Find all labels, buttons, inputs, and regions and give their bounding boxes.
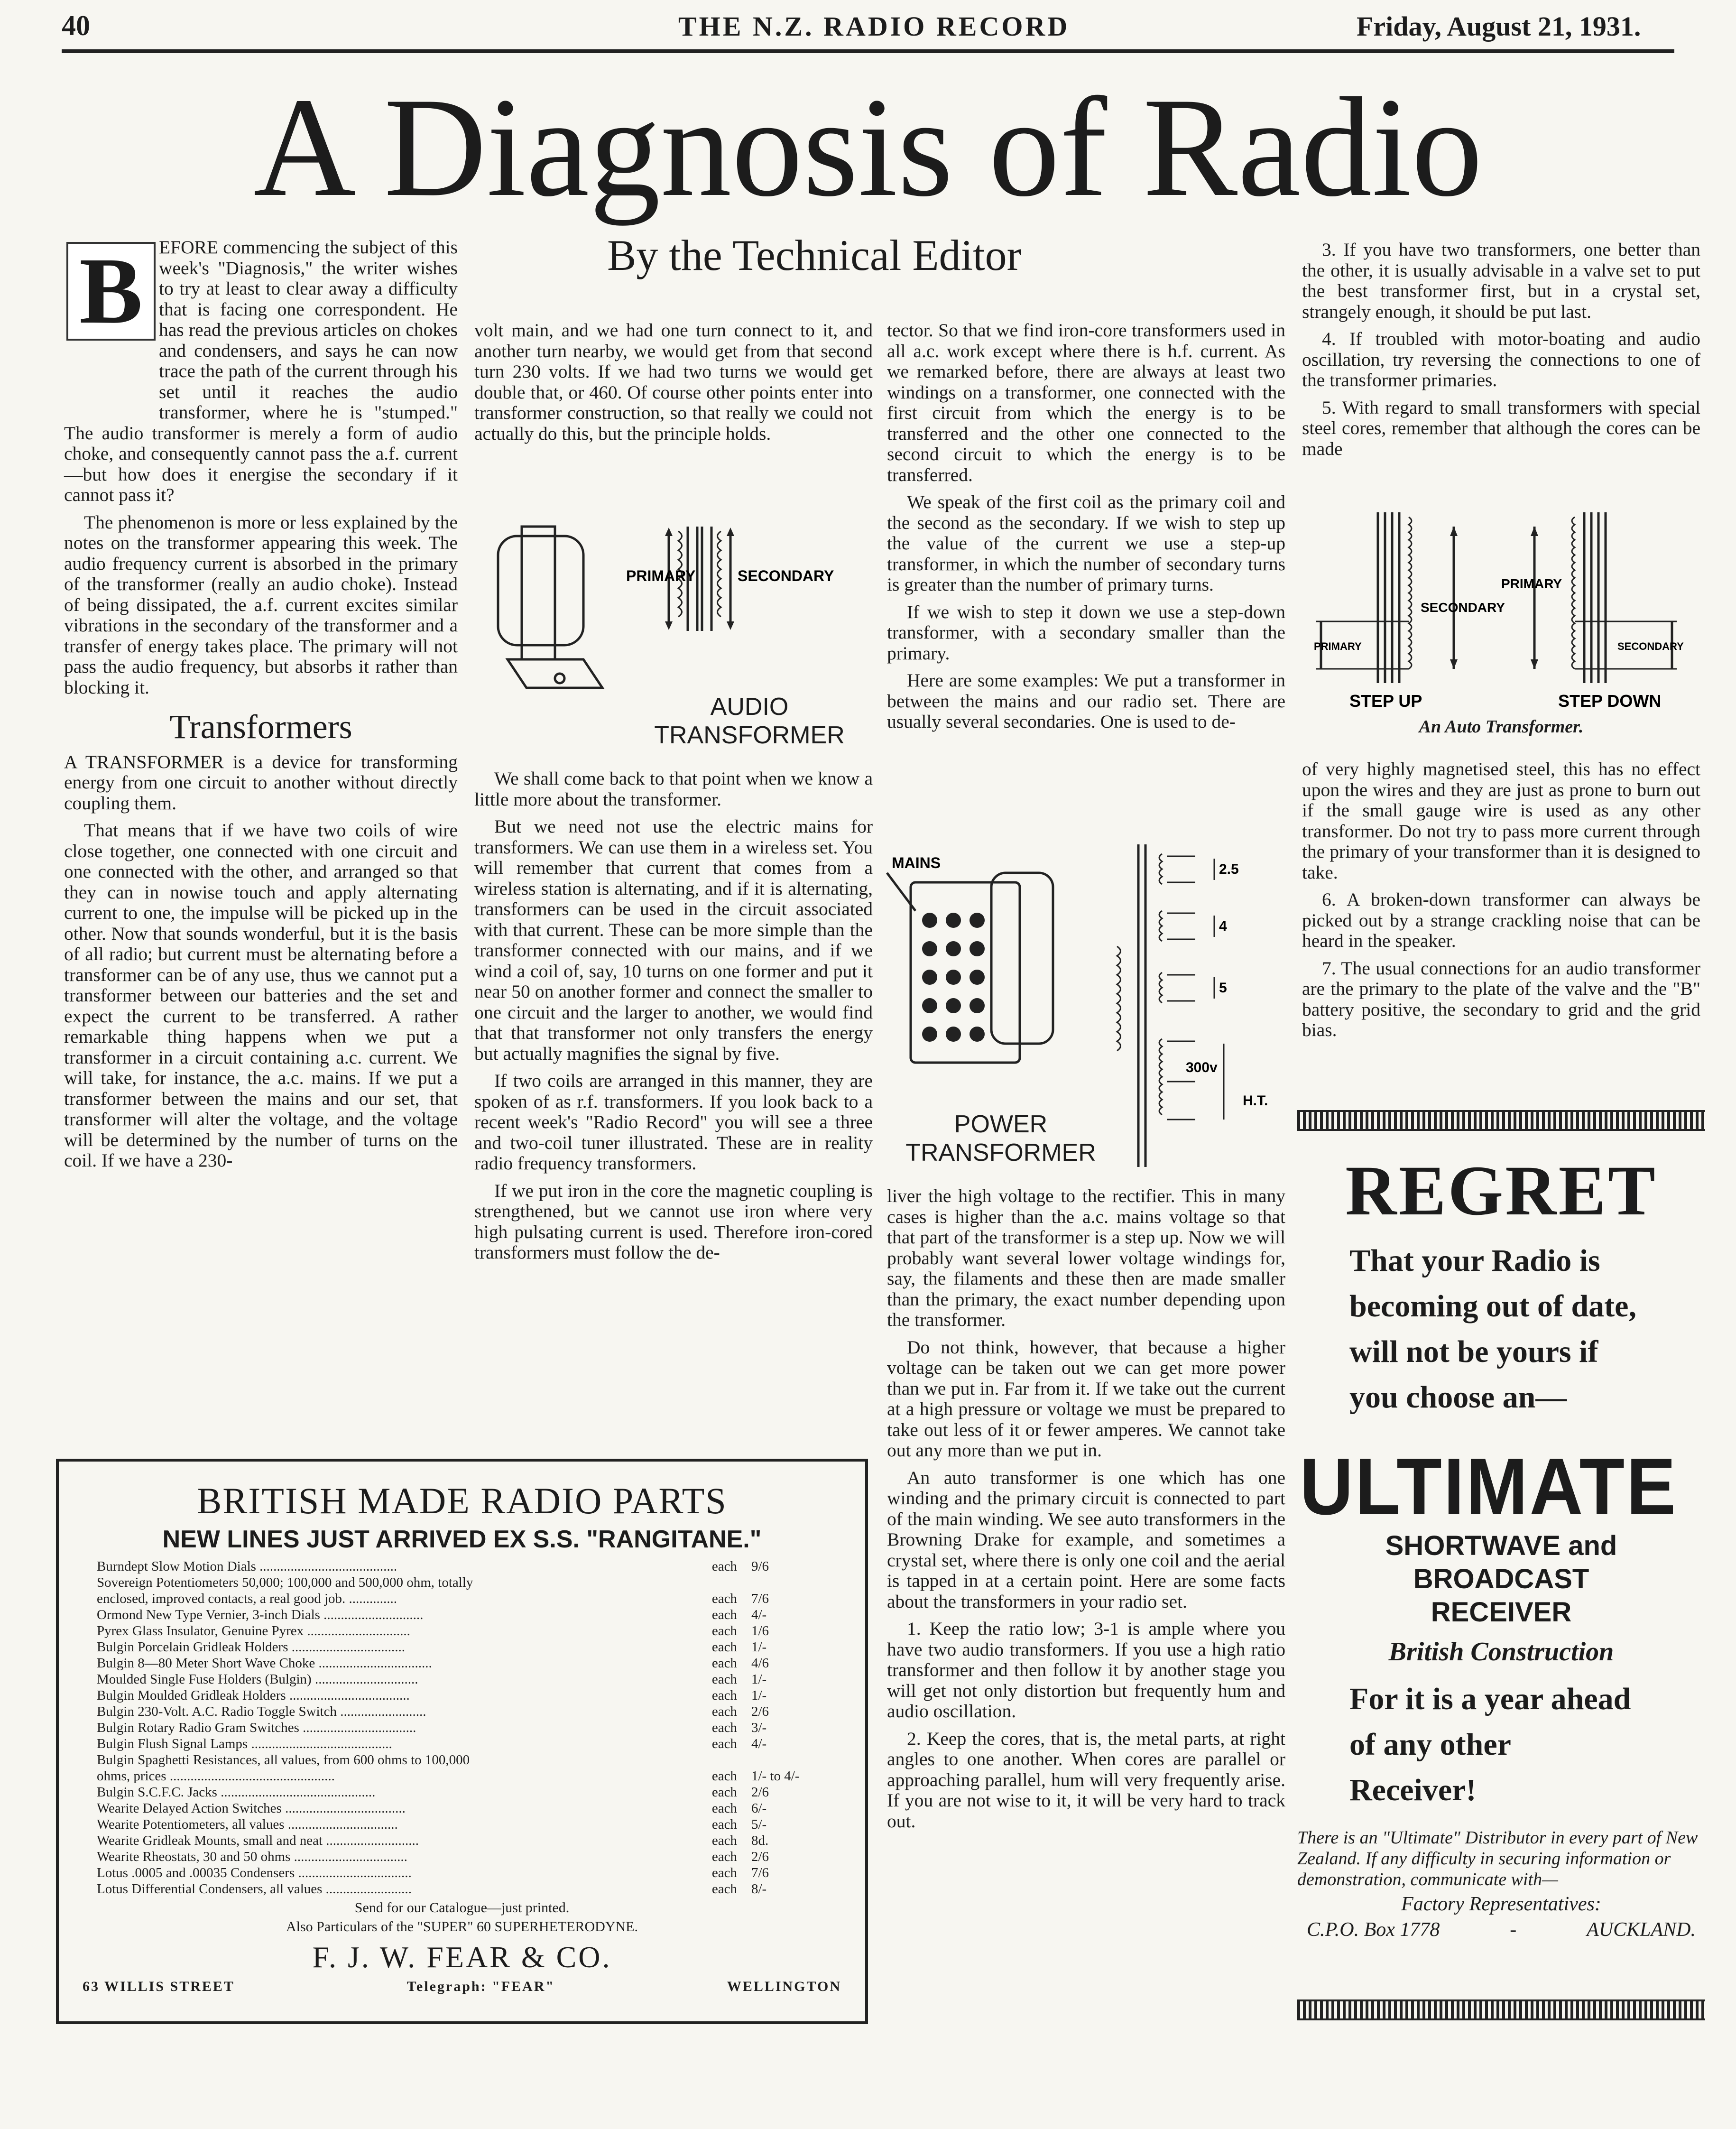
paragraph: The phenomenon is more or less explained by the notes on the transformer appearing this week. The audio frequency current is absorbed in the primary of the transformer (really an audio choke). Instead of being dissipated, the a.f. current excites similar vibrations in the secondary of the transformer and a transfer of energy takes place. The primary will not pass the audio frequency, but absorbs it rather than blocking it. [64,511,458,698]
part-unit: each [711,1881,737,1897]
part-unit: each [711,1865,737,1880]
part-unit: each [711,1833,737,1848]
part-row [97,1833,851,1849]
secondary-right-label: SECONDARY [1617,640,1684,652]
intro-paragraph [64,237,458,506]
part-row [97,1558,851,1574]
mains-label: MAINS [892,854,941,871]
part-unit [685,1574,737,1591]
paragraph: A TRANSFORMER is a device for transforming energy from one circuit to another without directly coupling them. [64,751,458,814]
part-price: 1/- [751,1672,767,1687]
part-name: ohms, prices ................................................ [97,1768,335,1784]
part-name: Bulgin S.C.F.C. Jacks ............................................. [97,1785,376,1800]
part-name: Bulgin 230-Volt. A.C. Radio Toggle Switch ......................... [97,1704,426,1719]
part-unit: each [711,1688,737,1703]
paragraph: If we wish to step it down we use a step-down transformer, with a secondary smaller than the primary. [887,601,1285,664]
auto-transformer-drawing [1302,503,1700,712]
column-2 [474,320,873,451]
part-row [97,1752,851,1768]
part-name: Bulgin Moulded Gridleak Holders ................................... [97,1688,410,1703]
paragraph: We speak of the first coil as the primary coil and the second as the secondary. If we wish to step up the value of the current we use a step-up transformer, in which the number of secondary turns is greater than the number of primary turns. [887,491,1285,595]
column-1 [64,237,458,1178]
power-caption-line1: POWER [954,1111,1048,1138]
firm-address [59,1979,865,1995]
po-box: C.P.O. Box 1778 [1307,1919,1440,1941]
page-number: 40 [62,10,90,41]
auto-caption: An Auto Transformer. [1419,717,1584,737]
intro-text: EFORE commencing the subject of this week's "Diagnosis," the writer wishes to try at least to clear away a difficulty that is facing one correspondent. He has read the previous articles on chokes and condensers, and says he can now trace the path of the current through his set until it reaches the audio transformer, where he is "stumped." The audio transformer is merely a form of audio choke, and consequently cannot pass the a.f. current—but how does it energise the secondary if it cannot pass it? [64,237,458,505]
part-row [97,1607,851,1623]
issue-date: Friday, August 21, 1931. [1357,11,1641,42]
catalogue-note: Send for our Catalogue—just printed. [354,1900,570,1916]
part-name: Wearite Potentiometers, all values ................................ [97,1817,398,1832]
subheading-transformers: Transformers [169,708,352,746]
part-price: 1/- [751,1639,767,1655]
dropcap-spacer [64,237,159,422]
part-unit: each [711,1656,737,1671]
part-row [97,1703,851,1720]
distributor-note: There is an "Ultimate" Distributor in every part of New Zealand. If any difficulty in securing information or demonstration, communicate with— [1297,1828,1698,1889]
paragraph: 1. Keep the ratio low; 3-1 is ample where you have two audio transformers. If you use a high ratio transformer and then follow it by another stage you will get not only distortion but frequently hum and audio oscillation. [887,1618,1285,1722]
part-name: Bulgin Flush Signal Lamps ......................................... [97,1736,392,1751]
part-row [97,1816,851,1833]
part-row [97,1881,851,1897]
superhet-note: Also Particulars of the "SUPER" 60 SUPERHETERODYNE. [286,1919,638,1935]
column-3-continued [887,1186,1285,1838]
primary-right-label: PRIMARY [1501,576,1562,591]
ad-line: For it is a year ahead [1349,1682,1631,1716]
secondary-label: SECONDARY [738,567,834,584]
paragraph: If we put iron in the core the magnetic coupling is strengthened, but we cannot use iron where very high pulsating current is used. Therefore iron-cored transformers must follow the de- [474,1180,873,1263]
part-name: enclosed, improved contacts, a real good job. .............. [97,1591,397,1606]
power-caption [882,1110,1119,1167]
firm-name: F. J. W. FEAR & CO. [312,1940,612,1974]
column-4 [1302,240,1700,466]
ad-line: Receiver! [1349,1773,1477,1807]
step-up-label: STEP UP [1349,691,1422,711]
paragraph: 6. A broken-down transformer can always be picked out by a strange crackling noise that can be heard in the speaker. [1302,889,1700,951]
product-line-2: RECEIVER [1431,1597,1572,1628]
part-row [97,1639,851,1655]
paragraph: But we need not use the electric mains for transformers. We can use them in a wireless set. You will remember that current that comes from a wireless station is alternating, and if it is alternating, transformers can be used in the circuit associated with that current. These can be more simple than the transformer connected with our mains, and if we wind a coil of, say, 10 turns on one former and put it near 50 on another former and connect the smaller to one circuit and the larger to another, we would find that that transformer not only transfers the energy but actually magnifies the signal by five. [474,816,873,1064]
ad-subtitle: NEW LINES JUST ARRIVED EX S.S. "RANGITANE." [162,1526,762,1553]
part-unit: each [711,1768,737,1784]
part-price: 3/- [751,1720,767,1735]
part-row [97,1865,851,1881]
paragraph: 4. If troubled with motor-boating and audio oscillation, try reversing the connections to one of the transformer primaries. [1302,328,1700,390]
address-separator: - [1510,1919,1517,1941]
brand-name: ULTIMATE [1300,1442,1678,1532]
part-row [97,1687,851,1703]
paragraph: 7. The usual connections for an audio transformer are the primary to the plate of the valve and the "B" battery positive, the secondary to grid and the grid bias. [1302,957,1700,1040]
part-unit: each [711,1639,737,1655]
part-name: Wearite Gridleak Mounts, small and neat ........................... [97,1833,419,1848]
part-name: Wearite Rheostats, 30 and 50 ohms ................................. [97,1849,407,1864]
part-name: Ormond New Type Vernier, 3-inch Dials ............................. [97,1607,424,1622]
paragraph: of very highly magnetised steel, this has no effect upon the wires and they are just as prone to burn out if the small gauge wire is used as any other transformer. Do not try to pass more current through the primary of your transformer than it is designed to take. [1302,759,1700,883]
postal-address [1297,1918,1705,1941]
paragraph: 3. If you have two transformers, one better than the other, it is usually advisable in a valve set to put the best transformer first, but in a crystal set, strangely enough, it should be put last. [1302,239,1700,322]
part-price: 5/- [751,1817,767,1832]
column-3 [887,320,1285,739]
radio-parts-advertisement [56,1459,868,2024]
power-caption-line2: TRANSFORMER [905,1139,1096,1166]
paragraph: That means that if we have two coils of wire close together, one connected with one circuit and one connected with the other, and arranged so that they can in nowise touch and apply alternating current to one, the impulse will be picked up in the other. Now that sounds wonderful, but it is the basis of all radio; but current must be alternating before a transformer can be of any use, thus we cannot put a transformer between our batteries and the set and expect the current to be transferred. A rather remarkable thing happens when we put a transformer in a circuit containing a.c. current. We will take, for instance, the a.c. mains. If we put a transformer between the mains and our set, that transformer will alter the voltage, and the voltage will be determined by the number of turns on the coil. If we have a 230- [64,820,458,1171]
step-down-label: STEP DOWN [1558,691,1662,711]
drop-cap: B [66,242,156,341]
ad-line: you choose an— [1349,1380,1567,1415]
paragraph: If two coils are arranged in this manner, they are spoken of as r.f. transformers. If you look back to a recent week's "Radio Record" you will see a three and two-coil tuner illustrated. These are in reality radio frequency transformers. [474,1070,873,1174]
ultimate-advertisement [1297,1153,1705,1941]
part-unit: each [711,1704,737,1719]
part-price: 4/- [751,1607,767,1622]
ad-line: becoming out of date, [1349,1289,1636,1324]
column-2-continued [474,768,873,1270]
part-name: Lotus Differential Condensers, all values ......................... [97,1881,412,1897]
ad-line: will not be yours if [1349,1334,1598,1369]
paragraph: 5. With regard to small transformers with special steel cores, remember that although the cores can be made [1302,397,1700,459]
byline: By the Technical Editor [607,231,1022,279]
tap-4-label: 4 [1219,918,1227,934]
paragraph: Here are some examples: We put a transformer in between the mains and our radio set. There are usually several secondaries. One is used to de- [887,670,1285,732]
newspaper-title: THE N.Z. RADIO RECORD [678,11,1070,42]
city: WELLINGTON [727,1979,841,1994]
part-unit: each [711,1607,737,1622]
audio-transformer-figure [479,517,873,764]
ad-line: of any other [1349,1727,1511,1762]
part-name: Bulgin 8—80 Meter Short Wave Choke ................................. [97,1656,432,1671]
part-name: Burndept Slow Motion Dials ........................................ [97,1559,397,1574]
part-name: Moulded Single Fuse Holders (Bulgin) .............................. [97,1672,418,1687]
part-unit: each [711,1785,737,1800]
part-name: Bulgin Spaghetti Resistances, all values, from 600 ohms to 100,000 [97,1752,470,1768]
part-name: Lotus .0005 and .00035 Condensers ................................. [97,1865,412,1880]
primary-left-label: PRIMARY [1314,640,1362,652]
part-unit: each [711,1623,737,1638]
tap-ht-label: H.T. [1243,1093,1268,1109]
part-row [97,1800,851,1816]
primary-label: PRIMARY [626,567,696,584]
part-unit: each [711,1736,737,1751]
header-rule [62,49,1674,53]
part-price: 7/6 [751,1591,769,1606]
part-unit: each [711,1591,737,1606]
part-unit: each [711,1801,737,1816]
part-price [737,1574,851,1591]
part-unit: each [711,1672,737,1687]
part-row [97,1736,851,1752]
power-transformer-figure [882,844,1285,1176]
part-unit: each [711,1720,737,1735]
part-price: 1/- [751,1688,767,1703]
part-row [97,1849,851,1865]
part-name: Wearite Delayed Action Switches ................................... [97,1801,406,1816]
part-name: Sovereign Potentiometers 50,000; 100,000 and 500,000 ohm, totally [97,1575,473,1590]
paragraph: liver the high voltage to the rectifier. This in many cases is higher than the a.c. mains voltage so that that part of the transformer is a step up. Now we will probably want several lower voltage windings for, say, the filaments and these then are made smaller than the primary, the exact number depending upon the transformer. [887,1185,1285,1330]
audio-caption-line1: AUDIO [710,693,789,721]
ad-copy-2 [1349,1676,1705,1813]
paragraph: 2. Keep the cores, that is, the metal parts, at right angles to one another. When cores are parallel or approaching parallel, hum will very frequently arise. If you are not wise to it, it will be very hard to track out. [887,1728,1285,1832]
headline: A Diagnosis of Radio [253,68,1483,226]
ad-title: BRITISH MADE RADIO PARTS [197,1480,727,1521]
part-name: Bulgin Rotary Radio Gram Switches ................................. [97,1720,416,1735]
part-unit: each [711,1559,737,1574]
column-4-continued [1302,759,1700,1047]
part-price: 4/- [751,1736,767,1751]
audio-caption-line2: TRANSFORMER [654,722,845,749]
tap-5-label: 5 [1219,980,1227,996]
paragraph: volt main, and we had one turn connect to it, and another turn nearby, we would get from that second turn 230 volts. If we had two turns we would get double that, or 460. Of course other points enter into transformer construction, so that really we could not actually do this, but the principle holds. [474,320,873,444]
part-price: 1/- to 4/- [751,1768,800,1784]
part-price: 8d. [751,1833,769,1848]
parts-list [97,1558,851,1897]
part-row [97,1574,851,1591]
part-row [97,1655,851,1671]
part-unit: each [711,1817,737,1832]
paragraph: We shall come back to that point when we know a little more about the transformer. [474,768,873,810]
part-price: 7/6 [751,1865,769,1880]
ad-bottom-border [1297,1999,1705,2020]
factory-reps: Factory Representatives: [1401,1893,1601,1915]
british-construction: British Construction [1388,1637,1614,1666]
auto-transformer-figure [1302,503,1700,750]
part-price: 2/6 [751,1704,769,1719]
part-price: 1/6 [751,1623,769,1638]
product-line-1: SHORTWAVE and BROADCAST [1385,1530,1617,1594]
part-unit: each [711,1849,737,1864]
ad-copy-1 [1349,1238,1705,1420]
part-name: Pyrex Glass Insulator, Genuine Pyrex .............................. [97,1623,410,1638]
part-row [97,1784,851,1800]
secondary-left-label: SECONDARY [1421,600,1505,615]
part-price [737,1752,851,1768]
tap-2-5-label: 2.5 [1219,861,1239,877]
part-price: 9/6 [751,1559,769,1574]
paragraph: An auto transformer is one which has one winding and the primary circuit is connected to part of the main winding. We see auto transformers in the Browning Drake for example, and sometimes a crystal set, where there is only one coil and the aerial is tapped in at a certain point. Here are some facts about the transformers in your radio set. [887,1467,1285,1612]
tap-300v-label: 300v [1186,1060,1218,1075]
part-row [97,1591,851,1607]
part-price: 8/- [751,1881,767,1897]
part-price: 4/6 [751,1656,769,1671]
paragraph: Do not think, however, that because a higher voltage can be taken out we can get more power than we put in. Far from it. If we take out the current at a high pressure or voltage we must be prepared to take out less of it or fewer amperes. We cannot take out any more than we put in. [887,1336,1285,1461]
telegraph: Telegraph: "FEAR" [406,1979,555,1994]
part-price: 2/6 [751,1849,769,1864]
part-unit [685,1752,737,1768]
part-row [97,1623,851,1639]
part-price: 2/6 [751,1785,769,1800]
part-row [97,1720,851,1736]
paragraph: tector. So that we find iron-core transformers used in all a.c. work except where there is h.f. current. As we remarked before, there are always at least two windings on a transformer, one connected with the first circuit from which the energy is to be transferred and the other one connected to the second circuit to which the energy is to be transferred. [887,320,1285,485]
audio-caption [631,693,868,750]
city: AUCKLAND. [1587,1919,1696,1941]
regret-heading: REGRET [1345,1151,1657,1230]
ad-line: That your Radio is [1349,1243,1600,1278]
part-row [97,1671,851,1687]
part-name: Bulgin Porcelain Gridleak Holders ................................. [97,1639,405,1655]
part-row [97,1768,851,1784]
ad-top-border [1297,1110,1705,1131]
part-price: 6/- [751,1801,767,1816]
street-address: 63 WILLIS STREET [83,1979,235,1994]
